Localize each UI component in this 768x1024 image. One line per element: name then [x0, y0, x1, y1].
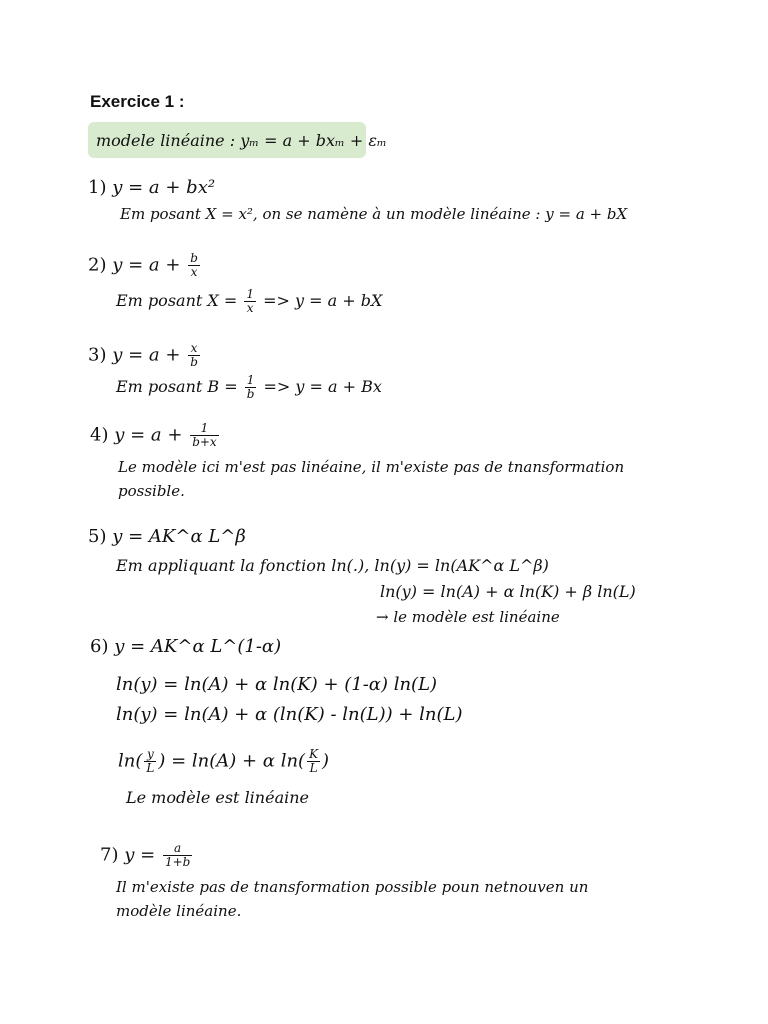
item-2-equation	[88, 252, 202, 279]
item-3-numerator: x	[188, 342, 200, 356]
item-5-line-3: → le modèle est linéaine	[376, 608, 560, 626]
item-6-fraction-k-over-l	[307, 748, 320, 775]
item-3-eq-prefix: y = a +	[112, 344, 181, 366]
item-3-number: 3)	[88, 344, 107, 366]
item-4-text-line-2: possible.	[118, 482, 185, 500]
item-7-fraction	[163, 842, 192, 869]
item-6-frac2-denominator: L	[309, 761, 318, 775]
item-4-eq-prefix: y = a +	[114, 424, 183, 446]
item-6-number: 6)	[90, 636, 109, 657]
item-5-line-1: Em appliquant la fonction ln(.), ln(y) = ln(AK^α L^β)	[116, 556, 549, 575]
item-6-line-3-prefix: ln(	[118, 750, 143, 772]
item-3-fraction	[188, 342, 200, 369]
item-6-line-3	[118, 748, 329, 775]
item-6-line-2: ln(y) = ln(A) + α (ln(K) - ln(L)) + ln(L)	[116, 704, 463, 725]
item-1-equation	[88, 177, 215, 198]
item-3-text-denominator: b	[246, 387, 255, 401]
item-6-frac2-numerator: K	[309, 747, 319, 761]
item-6-equation	[90, 636, 281, 657]
item-5-number: 5)	[88, 526, 107, 547]
item-6-line-3-end: )	[322, 750, 330, 772]
item-7-eq-prefix: y =	[124, 844, 156, 866]
item-6-line-4: Le modèle est linéaine	[126, 788, 309, 807]
item-6-eq: y = AK^α L^(1-α)	[114, 636, 282, 657]
item-2-text-suffix: => y = a + bX	[263, 291, 383, 310]
item-3-equation	[88, 342, 202, 369]
item-6-frac1-numerator: y	[144, 748, 156, 762]
item-7-equation	[100, 842, 194, 869]
item-4-denominator: b+x	[192, 435, 217, 449]
item-4-number: 4)	[90, 424, 109, 446]
item-7-text-line-1: Il m'existe pas de tnansformation possible poun netnouven un	[116, 878, 589, 896]
item-4-numerator: 1	[190, 422, 219, 436]
item-5-equation	[88, 526, 246, 547]
item-6-frac1-denominator: L	[146, 761, 155, 775]
item-2-number: 2)	[88, 254, 107, 276]
item-2-text-fraction	[244, 288, 256, 315]
item-5-eq: y = AK^α L^β	[112, 526, 246, 547]
item-1-text: Em posant X = x², on se namène à un modèle linéaine : y = a + bX	[120, 205, 628, 223]
item-3-text	[116, 374, 382, 401]
item-2-text-prefix: Em posant X =	[116, 291, 238, 310]
item-6-line-3-middle: ) = ln(A) + α ln(	[158, 750, 306, 772]
linear-model-definition: modele linéaine : yₘ = a + bxₘ + εₘ	[96, 131, 387, 150]
exercise-title: Exercice 1 :	[90, 92, 185, 111]
item-7-denominator: 1+b	[164, 855, 191, 869]
item-2-fraction	[188, 252, 200, 279]
item-3-text-numerator: 1	[245, 374, 257, 388]
item-7-text-line-2: modèle linéaine.	[116, 902, 242, 920]
item-4-fraction	[190, 422, 219, 449]
item-2-numerator: b	[190, 251, 198, 265]
item-4-equation	[90, 422, 221, 449]
item-2-text-numerator: 1	[246, 287, 254, 301]
item-3-denominator: b	[190, 355, 198, 369]
item-3-text-suffix: => y = a + Bx	[263, 377, 382, 396]
item-2-text-denominator: x	[246, 301, 254, 315]
item-1-eq: y = a + bx²	[112, 177, 216, 198]
item-3-text-fraction	[245, 374, 257, 401]
item-2-text	[116, 288, 382, 315]
item-7-number: 7)	[100, 844, 119, 866]
item-4-text-line-1: Le modèle ici m'est pas linéaine, il m'existe pas de tnansformation	[118, 458, 625, 476]
item-5-line-2: ln(y) = ln(A) + α ln(K) + β ln(L)	[380, 582, 636, 601]
item-7-numerator: a	[163, 842, 192, 856]
item-2-denominator: x	[190, 265, 198, 279]
item-2-eq-prefix: y = a +	[112, 254, 181, 276]
item-6-fraction-y-over-l	[144, 748, 156, 775]
item-6-line-1: ln(y) = ln(A) + α ln(K) + (1-α) ln(L)	[116, 674, 438, 695]
item-3-text-prefix: Em posant B =	[116, 377, 238, 396]
item-1-number: 1)	[88, 177, 107, 198]
